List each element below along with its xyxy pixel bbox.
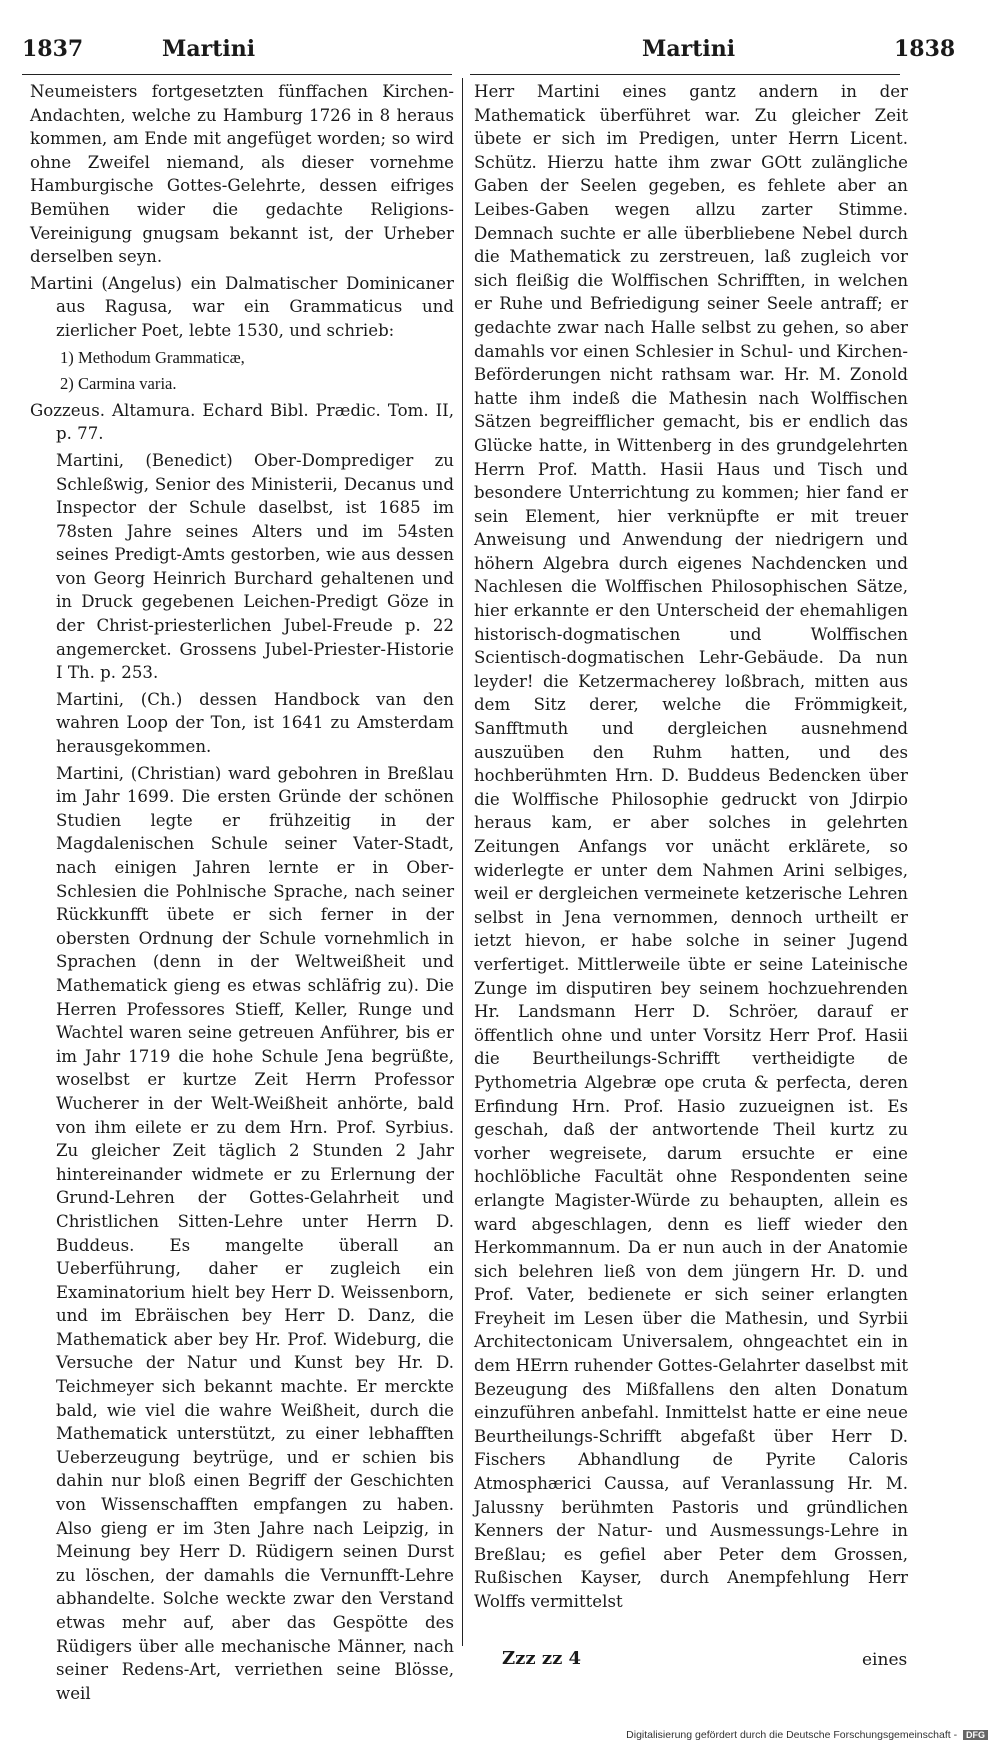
- work-list-item: 2) Carmina varia.: [60, 374, 177, 394]
- signature-mark: Zzz zz 4: [502, 1648, 582, 1669]
- entry-martini-christian-continued: Herr Martini eines gantz andern in der Mathematick überführet war. Zu gleicher Zeit übete er sich im Predigen, unter Herrn Licent. Schütz. Hierzu hatte ihm zwar GOtt zulängliche Gaben der Seelen gegeben, es fehlete aber an Leibes-Gaben wegen allzu zarter Stimme. Demnach suchte er alle überbliebene Nebel durch die Mathematick zu zerstreuen, laß zugleich vor sich fleißig die Wolffischen Schrifften, in welchen er Ruhe und Befriedigung seiner Seele antraff; er gedachte zwar nach Halle selbst zu gehen, so aber damahls vor einen Schlesier in Schul- und Kirchen-Beförderungen nicht rathsam war. Hr. M. Zonold hatte ihm indeß die Mathesin nach Wolffischen Sätzen begreifflicher gemacht, bis er endlich das Glücke hatte, in Wittenberg in des grundgelehrten Herrn Prof. Matth. Hasii Haus und Tisch und besondere Unterrichtung zu kommen; hier fand er sein Element, hier verknüpfte er mit treuer Anweisung und Anwendung der niedrigern und höhern Algebra durch eigenes Nachdencken und Nachlesen die Wolffischen Philosophischen Sätze, hier erkannte er den Unterscheid der ehemahligen historisch-dogmatischen und Wolffischen Scientisch-dogmatischen Lehr-Gebäude. Da nun leyder! die Ketzermacherey loßbrach, mitten aus dem Sitz derer, welche die Frömmigkeit, Sanfftmuth und dergleichen ausnehmend auszuüben den Ruhm hatten, und des hochberühmten Hrn. D. Buddeus Bedencken über die Wolffische Philosophie gedruckt von Jdirpio heraus kam, er aber solches in gelehrten Zeitungen Anfangs vor unächt erklärete, so widerlegte er unter dem Nahmen Arini selbiges, weil er dergleichen vermeinete ketzerische Lehren selbst in Jena vernommen, dennoch urtheilt er ietzt hievon, er habe solche in seiner Jugend verfertiget. Mittlerweile übte er seine Lateinische Zunge im disputiren bey seinem hochzuehrenden Hr. Landsmann Herr D. Schröer, darauf er öffentlich ohne und unter Vorsitz Herr Prof. Hasii die Beurtheilungs-Schrifft vertheidigte de Pythometria Algebræ ope cruta & perfecta, deren Erfindung Hrn. Prof. Hasio zuzueignen ist. Es geschah, daß der antwortende Theil kurtz zu vorher wegreisete, darum ersuchte er eine hochlöbliche Facultät ohne Respondenten seine erlangte Magister-Würde zu behaupten, allein es ward abgeschlagen, denn es lieff wieder den Herkommannum. Da er nun auch in der Anatomie sich belehren ließ von dem jüngern Hr. D. und Prof. Vater, bedienete er sich seiner erlangten Freyheit im Lesen über die Mathesin, und Syrbii Architectonicam Universalem, ohngeachtet ein in dem HErrn ruhender Gottes-Gelahrter daselbst mit Bezeugung des Mißfallens den alten Donatum einzuführen anbefahl. Inmittelst hatte er eine neue Beurtheilungs-Schrifft abgefaßt über Herr D. Fischers Abhandlung de Pyrite Caloris Atmosphærici Caussa, auf Veranlassung Hr. M. Jalussny berühmten Pastoris und gründlichen Kenners der Natur- und Ausmessungs-Lehre in Breßlau; es gefiel aber Peter dem Grossen, Rußischen Kayser, durch Anempfehlung Herr Wolffs vermittelst: [474, 82, 908, 1611]
- catchword: eines: [862, 1650, 908, 1670]
- source-citation: Gozzeus. Altamura. Echard Bibl. Prædic. Tom. II, p. 77.: [30, 400, 454, 444]
- right-page-number: 1838: [894, 36, 956, 62]
- entry-martini-angelus: Martini (Angelus) ein Dalmatischer Dominicaner aus Ragusa, war ein Grammaticus und zierlicher Poet, lebte 1530, und schrieb:: [30, 273, 454, 340]
- paragraph-neumeister-continuation: Neumeisters fortgesetzten fünffachen Kirchen-Andachten, welche zu Hamburg 1726 in 8 heraus kommen, am Ende mit angefüget worden; so wird ohne Zweifel niemand, als dieser vornehme Hamburgische Gottes-Gelehrte, dessen eifriges Bemühen wider die gedachte Religions-Vereinigung gnugsam bekannt ist, der Urheber derselben seyn.: [30, 82, 454, 267]
- right-header-rule: [470, 74, 900, 75]
- column-divider: [462, 78, 463, 1646]
- footer-text: Digitalisierung gefördert durch die Deutsche Forschungsgemeinschaft -: [626, 1729, 958, 1741]
- left-column: [30, 80, 454, 1705]
- left-page-number: 1837: [22, 36, 84, 62]
- digitization-footer: [626, 1729, 988, 1741]
- entry-martini-christian: Martini, (Christian) ward gebohren in Breßlau im Jahr 1699. Die ersten Gründe der schönen Studien legte er frühzeitig in der Magdalenischen Schule seiner Vater-Stadt, nach einigen Jahren lernte er in Ober-Schlesien die Pohlnische Sprache, nach seiner Rückkunfft übete er sich ferner in der obersten Ordnung der Schule vornehmlich in Sprachen (denn in der Weltweißheit und Mathematick gieng es etwas schläfrig zu). Die Herren Professores Stieff, Keller, Runge und Wachtel waren seine getreuen Anführer, bis er im Jahr 1719 die hohe Schule Jena begrüßte, woselbst er kurtze Zeit Herrn Professor Wucherer in der Welt-Weißheit anhörte, bald von ihm eilete er zu dem Hrn. Prof. Syrbius. Zu gleicher Zeit täglich 2 Stunden 2 Jahr hintereinander widmete er zu Erlernung der Grund-Lehren der Gottes-Gelahrheit und Christlichen Sitten-Lehre unter Herrn D. Buddeus. Es mangelte überall an Ueberführung, daher er zugleich ein Examinatorium hielt bey Herr D. Weissenborn, und im Ebräischen bey Herr D. Danz, die Mathematick aber bey Hr. Prof. Wideburg, die Versuche der Natur und Kunst bey Hr. D. Teichmeyer sich bekannt machte. Er merckte bald, wie viel die wahre Weißheit, durch die Mathematick unterstützt, zu einer lebhafften Ueberzeugung beytrüge, und er schien bis dahin nur bloß einen Begriff der Geschichten von Wissenschafften empfangen zu haben. Also gieng er im 3ten Jahre nach Leipzig, in Meinung bey Herr D. Rüdigern seinen Durst zu löschen, der damahls die Vernunfft-Lehre abhandelte. Solche weckte zwar den Verstand etwas mehr auf, aber das Gespötte des Rüdigers über alle mechanische Männer, nach seiner Redens-Art, verriethen seine Blösse, weil: [56, 763, 454, 1703]
- right-column: [474, 80, 908, 1614]
- left-running-title: Martini: [162, 36, 256, 62]
- entry-martini-benedict: Martini, (Benedict) Ober-Domprediger zu Schleßwig, Senior des Ministerii, Decanus und Inspector der Schule daselbst, ist 1685 im 78sten Jahre seines Alters und im 54sten seines Predigt-Amts gestorben, wie aus dessen von Georg Heinrich Burchard gehaltenen und in Druck gegebenen Leichen-Predigt Göze in der Christ-priesterlichen Jubel-Freude p. 22 angemercket. Grossens Jubel-Priester-Historie I Th. p. 253.: [56, 450, 454, 683]
- dfg-logo: DFG: [963, 1730, 988, 1740]
- left-header-rule: [22, 74, 452, 75]
- work-list-item: 1) Methodum Grammaticæ,: [60, 347, 245, 367]
- right-running-title: Martini: [642, 36, 736, 62]
- entry-martini-ch: Martini, (Ch.) dessen Handbock van den wahren Loop der Ton, ist 1641 zu Amsterdam herausgekommen.: [56, 689, 454, 757]
